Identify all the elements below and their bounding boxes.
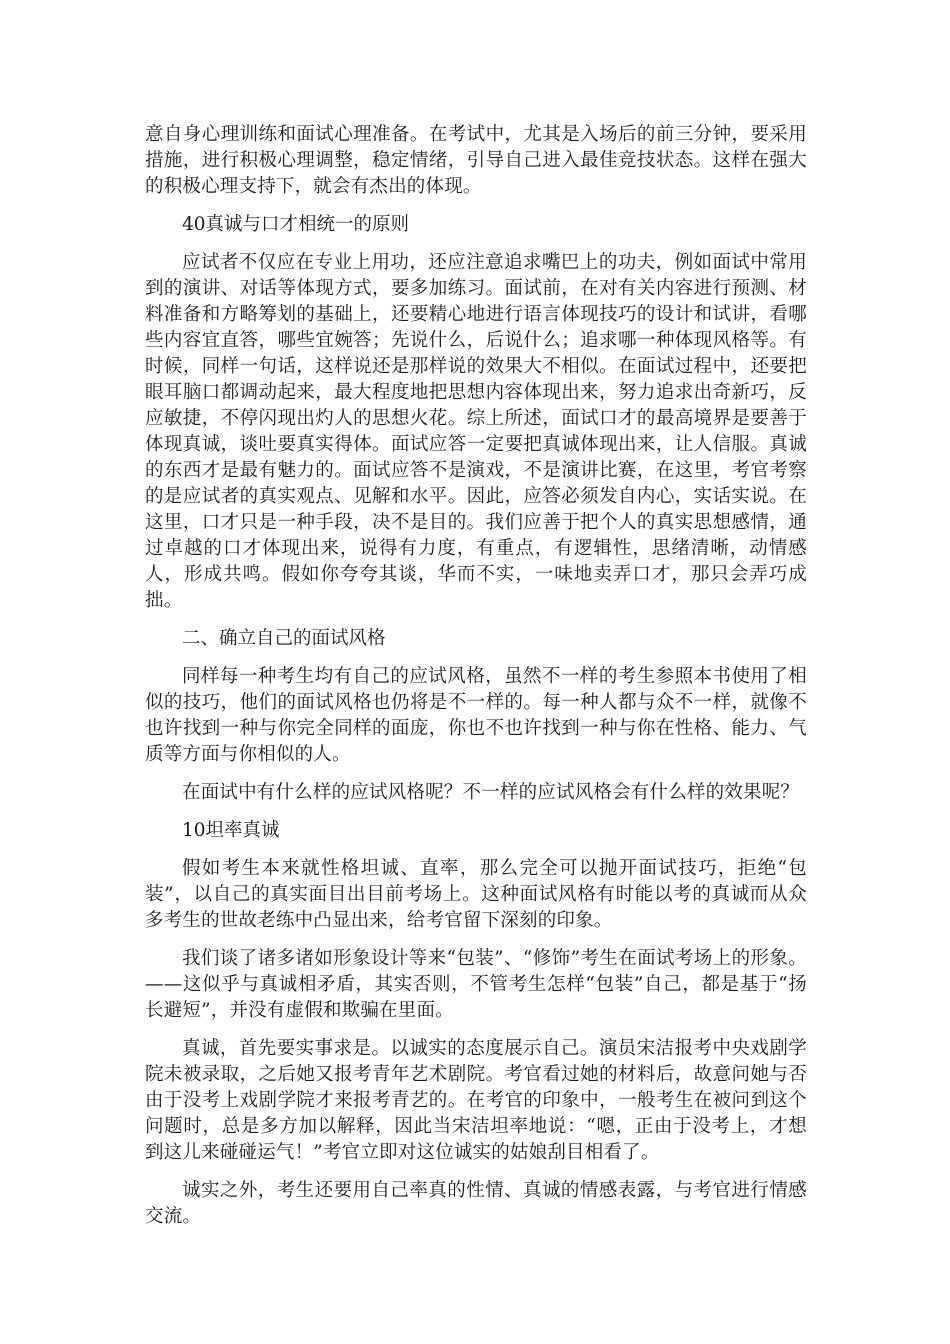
paragraph-emotional-exchange: 诚实之外，考生还要用自己率真的性情、真诚的情感表露，与考官进行情感交流。 [145, 1180, 807, 1227]
paragraph-psychological-preparation: 意自身心理训练和面试心理准备。在考试中，尤其是入场后的前三分钟，要采用措施，进行积极心理调整，稳定情绪，引导自己进入最佳竞技状态。这样在强大的积极心理支持下，就会有杰出的体现。 [145, 124, 807, 197]
heading-sincerity-eloquence-principle: 40真诚与口才相统一的原则 [182, 214, 410, 235]
paragraph-frank-personality: 假如考生本来就性格坦诚、直率，那么完全可以抛开面试技巧，拒绝“包装”，以自己的真实面目出目前考场上。这种面试风格有时能以考的真诚而从众多考生的世故老练中凸显出来，给考官留下深刻的印象。 [145, 858, 807, 931]
document-page [145, 122, 807, 1242]
paragraph-own-style: 同样每一种考生均有自己的应试风格，虽然不一样的考生参照本书使用了相似的技巧，他们的面试风格也仍将是不一样的。每一种人都与众不一样，就像不也许找到一种与你完全同样的面庞，你也不也许找到一种与你在性格、能力、气质等方面与你相似的人。 [145, 666, 807, 765]
heading-interview-style: 二、确立自己的面试风格 [182, 628, 386, 649]
paragraph-packaging: 我们谈了诸多诸如形象设计等来“包装”、“修饰”考生在面试考场上的形象。——这似乎与真诚相矛盾，其实否则，不管考生怎样“包装”自己，都是基于“扬长避短”，并没有虚假和欺骗在里面。 [145, 948, 807, 1021]
paragraph-eloquence: 应试者不仅应在专业上用功，还应注意追求嘴巴上的功夫，例如面试中常用到的演讲、对话等体现方式，要多加练习。面试前，在对有关内容进行预测、材料准备和方略筹划的基础上，还要精心地进行语言体现技巧的设计和试讲，看哪些内容宜直答，哪些宜婉答；先说什么，后说什么；追求哪一种体现风格等。有时候，同样一句话，这样说还是那样说的效果大不相似。在面试过程中，还要把眼耳脑口都调动起来，最大程度地把思想内容体现出来，努力追求出奇新巧，反应敏捷，不停闪现出灼人的思想火花。综上所述，面试口才的最高境界是要善于体现真诚，谈吐要真实得体。面试应答一定要把真诚体现出来，让人信服。真诚的东西才是最有魅力的。面试应答不是演戏，不是演讲比赛，在这里，考官考察的是应试者的真实观点、见解和水平。因此，应答必须发自内心，实话实说。在这里，口才只是一种手段，决不是目的。我们应善于把个人的真实思想感情，通过卓越的口才体现出来，说得有力度，有重点，有逻辑性，思绪清晰，动情感人，形成共鸣。假如你夸夸其谈，华而不实，一味地卖弄口才，那只会弄巧成拙。 [145, 252, 807, 611]
heading-frank-sincere: 10坦率真诚 [182, 820, 280, 841]
paragraph-style-question: 在面试中有什么样的应试风格呢？不一样的应试风格会有什么样的效果呢？ [182, 782, 800, 803]
paragraph-song-jie-example: 真诚，首先要实事求是。以诚实的态度展示自己。演员宋洁报考中央戏剧学院未被录取，之后她又报考青年艺术剧院。考官看过她的材料后，故意问她与否由于没考上戏剧学院才来报考青艺的。在考官的印象中，一般考生在被问到这个问题时，总是多方加以解释，因此当宋洁坦率地说：“嗯，正由于没考上，才想到这儿来碰碰运气！”考官立即对这位诚实的姑娘刮目相看了。 [145, 1038, 807, 1163]
